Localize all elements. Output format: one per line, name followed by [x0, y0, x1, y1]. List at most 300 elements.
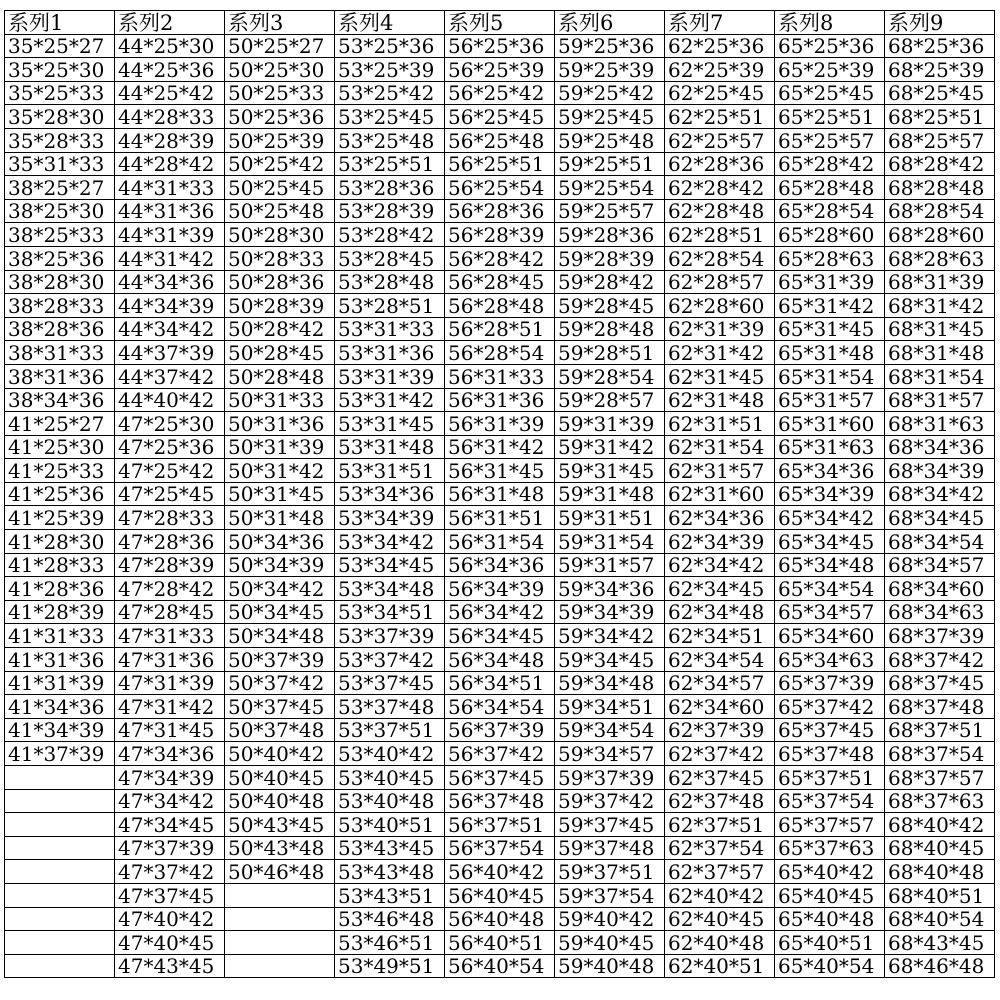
- table-cell[interactable]: 41*25*39: [5, 506, 115, 530]
- table-cell[interactable]: 50*34*48: [225, 624, 335, 648]
- table-cell[interactable]: 50*43*48: [225, 836, 335, 860]
- column-header[interactable]: 系列6: [555, 11, 665, 35]
- table-cell[interactable]: 65*25*39: [775, 58, 885, 82]
- column-header[interactable]: 系列3: [225, 11, 335, 35]
- table-cell[interactable]: 56*28*45: [445, 270, 555, 294]
- table-cell[interactable]: 68*34*36: [885, 435, 995, 459]
- table-cell[interactable]: 56*40*45: [445, 883, 555, 907]
- table-cell[interactable]: [225, 907, 335, 931]
- table-cell[interactable]: 50*31*36: [225, 412, 335, 436]
- table-cell[interactable]: 65*34*54: [775, 577, 885, 601]
- table-cell[interactable]: 59*37*54: [555, 883, 665, 907]
- table-cell[interactable]: 53*34*48: [335, 577, 445, 601]
- table-cell[interactable]: 62*31*39: [665, 317, 775, 341]
- table-cell[interactable]: 44*31*36: [115, 199, 225, 223]
- table-cell[interactable]: 68*25*36: [885, 34, 995, 58]
- table-cell[interactable]: 65*40*45: [775, 883, 885, 907]
- column-header[interactable]: 系列2: [115, 11, 225, 35]
- table-cell[interactable]: 56*34*39: [445, 577, 555, 601]
- table-cell[interactable]: 59*37*39: [555, 766, 665, 790]
- table-cell[interactable]: 41*31*39: [5, 671, 115, 695]
- table-cell[interactable]: 62*34*57: [665, 671, 775, 695]
- table-cell[interactable]: 56*25*42: [445, 81, 555, 105]
- column-header[interactable]: 系列7: [665, 11, 775, 35]
- table-cell[interactable]: 62*25*45: [665, 81, 775, 105]
- table-cell[interactable]: 56*31*45: [445, 459, 555, 483]
- table-cell[interactable]: 59*28*42: [555, 270, 665, 294]
- table-cell[interactable]: 56*34*42: [445, 600, 555, 624]
- table-cell[interactable]: 47*31*45: [115, 718, 225, 742]
- table-cell[interactable]: 50*28*39: [225, 294, 335, 318]
- table-cell[interactable]: 35*25*33: [5, 81, 115, 105]
- table-cell[interactable]: 35*31*33: [5, 152, 115, 176]
- table-cell[interactable]: 56*28*42: [445, 246, 555, 270]
- table-cell[interactable]: 62*34*54: [665, 648, 775, 672]
- table-cell[interactable]: 50*31*48: [225, 506, 335, 530]
- table-cell[interactable]: 59*34*42: [555, 624, 665, 648]
- table-cell[interactable]: 53*43*51: [335, 883, 445, 907]
- table-cell[interactable]: 56*37*54: [445, 836, 555, 860]
- table-cell[interactable]: 44*40*42: [115, 388, 225, 412]
- table-cell[interactable]: 62*31*48: [665, 388, 775, 412]
- table-cell[interactable]: 62*40*42: [665, 883, 775, 907]
- table-cell[interactable]: 53*31*36: [335, 341, 445, 365]
- table-cell[interactable]: 68*46*48: [885, 954, 995, 978]
- table-cell[interactable]: 65*34*39: [775, 482, 885, 506]
- table-cell[interactable]: 56*28*48: [445, 294, 555, 318]
- table-cell[interactable]: 44*34*36: [115, 270, 225, 294]
- table-cell[interactable]: 59*31*48: [555, 482, 665, 506]
- table-cell[interactable]: 50*28*36: [225, 270, 335, 294]
- table-cell[interactable]: 65*25*45: [775, 81, 885, 105]
- table-cell[interactable]: 53*37*51: [335, 718, 445, 742]
- table-cell[interactable]: 56*31*48: [445, 482, 555, 506]
- table-cell[interactable]: 56*25*51: [445, 152, 555, 176]
- table-cell[interactable]: 56*34*45: [445, 624, 555, 648]
- table-cell[interactable]: 56*25*48: [445, 128, 555, 152]
- table-cell[interactable]: [5, 883, 115, 907]
- table-cell[interactable]: 56*40*51: [445, 931, 555, 955]
- table-cell[interactable]: 50*28*45: [225, 341, 335, 365]
- table-cell[interactable]: 59*28*39: [555, 246, 665, 270]
- table-cell[interactable]: 53*46*48: [335, 907, 445, 931]
- table-cell[interactable]: 59*28*48: [555, 317, 665, 341]
- table-cell[interactable]: 59*28*57: [555, 388, 665, 412]
- table-cell[interactable]: 47*34*45: [115, 813, 225, 837]
- table-cell[interactable]: 53*43*48: [335, 860, 445, 884]
- table-cell[interactable]: 38*28*30: [5, 270, 115, 294]
- table-cell[interactable]: 65*37*57: [775, 813, 885, 837]
- table-cell[interactable]: 65*31*42: [775, 294, 885, 318]
- table-cell[interactable]: 50*40*48: [225, 789, 335, 813]
- table-cell[interactable]: 68*31*39: [885, 270, 995, 294]
- column-header[interactable]: 系列8: [775, 11, 885, 35]
- table-cell[interactable]: 68*31*48: [885, 341, 995, 365]
- table-cell[interactable]: 50*31*45: [225, 482, 335, 506]
- table-cell[interactable]: 62*28*48: [665, 199, 775, 223]
- table-cell[interactable]: [5, 954, 115, 978]
- table-cell[interactable]: 68*25*45: [885, 81, 995, 105]
- table-cell[interactable]: 65*37*54: [775, 789, 885, 813]
- table-cell[interactable]: 53*28*51: [335, 294, 445, 318]
- table-cell[interactable]: [5, 860, 115, 884]
- table-cell[interactable]: 56*37*51: [445, 813, 555, 837]
- table-cell[interactable]: 53*28*39: [335, 199, 445, 223]
- table-cell[interactable]: 44*28*39: [115, 128, 225, 152]
- table-cell[interactable]: 68*34*54: [885, 530, 995, 554]
- table-cell[interactable]: 62*34*39: [665, 530, 775, 554]
- table-cell[interactable]: 41*28*33: [5, 553, 115, 577]
- table-cell[interactable]: 44*31*33: [115, 176, 225, 200]
- table-cell[interactable]: 59*37*45: [555, 813, 665, 837]
- table-cell[interactable]: 65*37*45: [775, 718, 885, 742]
- table-cell[interactable]: 50*28*48: [225, 364, 335, 388]
- table-cell[interactable]: 68*28*54: [885, 199, 995, 223]
- table-cell[interactable]: 56*37*45: [445, 766, 555, 790]
- table-cell[interactable]: 50*34*42: [225, 577, 335, 601]
- table-cell[interactable]: 62*34*60: [665, 695, 775, 719]
- table-cell[interactable]: 59*31*51: [555, 506, 665, 530]
- table-cell[interactable]: 65*37*39: [775, 671, 885, 695]
- table-cell[interactable]: 47*31*39: [115, 671, 225, 695]
- table-cell[interactable]: 47*25*30: [115, 412, 225, 436]
- table-cell[interactable]: 44*25*30: [115, 34, 225, 58]
- table-cell[interactable]: 50*31*42: [225, 459, 335, 483]
- table-cell[interactable]: 50*40*42: [225, 742, 335, 766]
- table-cell[interactable]: 59*28*51: [555, 341, 665, 365]
- table-cell[interactable]: 62*25*57: [665, 128, 775, 152]
- table-cell[interactable]: 56*40*42: [445, 860, 555, 884]
- table-cell[interactable]: 68*25*39: [885, 58, 995, 82]
- table-cell[interactable]: 59*31*45: [555, 459, 665, 483]
- table-cell[interactable]: 59*40*42: [555, 907, 665, 931]
- table-cell[interactable]: 50*31*39: [225, 435, 335, 459]
- table-cell[interactable]: 56*31*51: [445, 506, 555, 530]
- table-cell[interactable]: 38*31*36: [5, 364, 115, 388]
- table-cell[interactable]: 68*31*54: [885, 364, 995, 388]
- table-cell[interactable]: 62*28*36: [665, 152, 775, 176]
- table-cell[interactable]: 56*34*48: [445, 648, 555, 672]
- table-cell[interactable]: 47*25*45: [115, 482, 225, 506]
- table-cell[interactable]: 47*28*36: [115, 530, 225, 554]
- table-cell[interactable]: 68*37*45: [885, 671, 995, 695]
- table-cell[interactable]: 53*31*33: [335, 317, 445, 341]
- table-cell[interactable]: 68*37*54: [885, 742, 995, 766]
- table-cell[interactable]: 35*28*33: [5, 128, 115, 152]
- table-cell[interactable]: 68*31*57: [885, 388, 995, 412]
- table-cell[interactable]: 38*25*36: [5, 246, 115, 270]
- table-cell[interactable]: 50*37*42: [225, 671, 335, 695]
- table-cell[interactable]: 53*37*45: [335, 671, 445, 695]
- table-cell[interactable]: 47*31*36: [115, 648, 225, 672]
- table-cell[interactable]: 65*37*42: [775, 695, 885, 719]
- table-cell[interactable]: 56*40*54: [445, 954, 555, 978]
- table-cell[interactable]: 50*28*42: [225, 317, 335, 341]
- table-cell[interactable]: 62*31*54: [665, 435, 775, 459]
- table-cell[interactable]: 38*28*36: [5, 317, 115, 341]
- table-cell[interactable]: 65*40*51: [775, 931, 885, 955]
- table-cell[interactable]: 50*28*30: [225, 223, 335, 247]
- table-cell[interactable]: 35*25*30: [5, 58, 115, 82]
- table-cell[interactable]: 56*31*42: [445, 435, 555, 459]
- table-cell[interactable]: 68*37*39: [885, 624, 995, 648]
- table-cell[interactable]: 50*25*39: [225, 128, 335, 152]
- table-cell[interactable]: 59*40*48: [555, 954, 665, 978]
- table-cell[interactable]: 62*28*42: [665, 176, 775, 200]
- table-cell[interactable]: 47*34*39: [115, 766, 225, 790]
- table-cell[interactable]: 47*34*42: [115, 789, 225, 813]
- table-cell[interactable]: 44*37*42: [115, 364, 225, 388]
- column-header[interactable]: 系列5: [445, 11, 555, 35]
- table-cell[interactable]: 68*25*51: [885, 105, 995, 129]
- table-cell[interactable]: 65*31*63: [775, 435, 885, 459]
- table-cell[interactable]: 59*34*45: [555, 648, 665, 672]
- table-cell[interactable]: 53*40*45: [335, 766, 445, 790]
- table-cell[interactable]: 68*31*45: [885, 317, 995, 341]
- table-cell[interactable]: 41*28*36: [5, 577, 115, 601]
- table-cell[interactable]: 47*43*45: [115, 954, 225, 978]
- column-header[interactable]: 系列1: [5, 11, 115, 35]
- table-cell[interactable]: 56*37*42: [445, 742, 555, 766]
- table-cell[interactable]: [5, 813, 115, 837]
- table-cell[interactable]: 50*31*33: [225, 388, 335, 412]
- table-cell[interactable]: 62*31*51: [665, 412, 775, 436]
- table-cell[interactable]: 62*31*45: [665, 364, 775, 388]
- table-cell[interactable]: 65*28*60: [775, 223, 885, 247]
- table-cell[interactable]: 35*28*30: [5, 105, 115, 129]
- table-cell[interactable]: 68*34*63: [885, 600, 995, 624]
- table-cell[interactable]: 68*28*48: [885, 176, 995, 200]
- table-cell[interactable]: 59*37*51: [555, 860, 665, 884]
- table-cell[interactable]: 50*34*45: [225, 600, 335, 624]
- table-cell[interactable]: 56*28*36: [445, 199, 555, 223]
- table-cell[interactable]: 44*31*39: [115, 223, 225, 247]
- table-cell[interactable]: 62*31*57: [665, 459, 775, 483]
- table-cell[interactable]: [5, 766, 115, 790]
- table-cell[interactable]: 53*25*39: [335, 58, 445, 82]
- table-cell[interactable]: 41*31*36: [5, 648, 115, 672]
- table-cell[interactable]: 56*25*45: [445, 105, 555, 129]
- table-cell[interactable]: 62*34*51: [665, 624, 775, 648]
- table-cell[interactable]: [5, 907, 115, 931]
- table-cell[interactable]: 47*37*45: [115, 883, 225, 907]
- table-cell[interactable]: 50*25*33: [225, 81, 335, 105]
- table-cell[interactable]: 50*40*45: [225, 766, 335, 790]
- table-cell[interactable]: 50*37*39: [225, 648, 335, 672]
- table-cell[interactable]: 65*34*48: [775, 553, 885, 577]
- table-cell[interactable]: 53*46*51: [335, 931, 445, 955]
- table-cell[interactable]: 68*34*39: [885, 459, 995, 483]
- table-cell[interactable]: 68*34*60: [885, 577, 995, 601]
- table-cell[interactable]: 68*34*45: [885, 506, 995, 530]
- table-cell[interactable]: 68*34*57: [885, 553, 995, 577]
- table-cell[interactable]: 62*37*57: [665, 860, 775, 884]
- table-cell[interactable]: 65*31*45: [775, 317, 885, 341]
- table-cell[interactable]: 38*31*33: [5, 341, 115, 365]
- table-cell[interactable]: 65*25*51: [775, 105, 885, 129]
- table-cell[interactable]: 56*25*54: [445, 176, 555, 200]
- table-cell[interactable]: 53*28*42: [335, 223, 445, 247]
- table-cell[interactable]: 53*25*45: [335, 105, 445, 129]
- table-cell[interactable]: 41*34*39: [5, 718, 115, 742]
- table-cell[interactable]: 62*28*51: [665, 223, 775, 247]
- table-cell[interactable]: 59*31*57: [555, 553, 665, 577]
- table-cell[interactable]: 62*31*60: [665, 482, 775, 506]
- table-cell[interactable]: 47*37*42: [115, 860, 225, 884]
- table-cell[interactable]: 53*34*36: [335, 482, 445, 506]
- table-cell[interactable]: 41*34*36: [5, 695, 115, 719]
- table-cell[interactable]: 50*25*36: [225, 105, 335, 129]
- table-cell[interactable]: 47*28*39: [115, 553, 225, 577]
- table-cell[interactable]: 47*25*36: [115, 435, 225, 459]
- table-cell[interactable]: 50*43*45: [225, 813, 335, 837]
- table-cell[interactable]: 50*46*48: [225, 860, 335, 884]
- table-cell[interactable]: 53*25*51: [335, 152, 445, 176]
- table-cell[interactable]: 68*37*63: [885, 789, 995, 813]
- table-cell[interactable]: 50*34*36: [225, 530, 335, 554]
- column-header[interactable]: 系列4: [335, 11, 445, 35]
- table-cell[interactable]: [225, 954, 335, 978]
- table-cell[interactable]: 47*28*42: [115, 577, 225, 601]
- table-cell[interactable]: 65*34*63: [775, 648, 885, 672]
- table-cell[interactable]: 53*25*48: [335, 128, 445, 152]
- table-cell[interactable]: 62*37*51: [665, 813, 775, 837]
- table-cell[interactable]: 53*34*51: [335, 600, 445, 624]
- table-cell[interactable]: 65*25*57: [775, 128, 885, 152]
- table-cell[interactable]: 68*43*45: [885, 931, 995, 955]
- table-cell[interactable]: 68*25*57: [885, 128, 995, 152]
- table-cell[interactable]: 44*31*42: [115, 246, 225, 270]
- table-cell[interactable]: 59*28*45: [555, 294, 665, 318]
- table-cell[interactable]: 41*25*30: [5, 435, 115, 459]
- table-cell[interactable]: 68*37*48: [885, 695, 995, 719]
- table-cell[interactable]: 53*34*39: [335, 506, 445, 530]
- table-cell[interactable]: [5, 836, 115, 860]
- table-cell[interactable]: 65*31*48: [775, 341, 885, 365]
- table-cell[interactable]: 41*25*27: [5, 412, 115, 436]
- table-cell[interactable]: 50*25*30: [225, 58, 335, 82]
- table-cell[interactable]: 62*40*48: [665, 931, 775, 955]
- table-cell[interactable]: [225, 931, 335, 955]
- table-cell[interactable]: 38*25*27: [5, 176, 115, 200]
- table-cell[interactable]: 50*37*48: [225, 718, 335, 742]
- table-cell[interactable]: 68*31*42: [885, 294, 995, 318]
- table-cell[interactable]: 65*31*57: [775, 388, 885, 412]
- table-cell[interactable]: 41*25*33: [5, 459, 115, 483]
- table-cell[interactable]: 56*34*36: [445, 553, 555, 577]
- table-cell[interactable]: 56*34*51: [445, 671, 555, 695]
- table-cell[interactable]: 65*25*36: [775, 34, 885, 58]
- table-cell[interactable]: 68*28*60: [885, 223, 995, 247]
- table-cell[interactable]: 50*28*33: [225, 246, 335, 270]
- table-cell[interactable]: 68*40*45: [885, 836, 995, 860]
- table-cell[interactable]: 59*25*39: [555, 58, 665, 82]
- table-cell[interactable]: 47*28*33: [115, 506, 225, 530]
- table-cell[interactable]: 65*37*48: [775, 742, 885, 766]
- table-cell[interactable]: 53*25*36: [335, 34, 445, 58]
- table-cell[interactable]: 56*31*39: [445, 412, 555, 436]
- table-cell[interactable]: 41*28*30: [5, 530, 115, 554]
- table-cell[interactable]: 65*28*42: [775, 152, 885, 176]
- table-cell[interactable]: 41*25*36: [5, 482, 115, 506]
- table-cell[interactable]: 59*37*42: [555, 789, 665, 813]
- table-cell[interactable]: 68*37*51: [885, 718, 995, 742]
- table-cell[interactable]: 44*34*42: [115, 317, 225, 341]
- table-cell[interactable]: 68*28*42: [885, 152, 995, 176]
- table-cell[interactable]: 44*37*39: [115, 341, 225, 365]
- table-cell[interactable]: 35*25*27: [5, 34, 115, 58]
- table-cell[interactable]: 65*40*42: [775, 860, 885, 884]
- table-cell[interactable]: 62*34*42: [665, 553, 775, 577]
- table-cell[interactable]: 53*28*48: [335, 270, 445, 294]
- table-cell[interactable]: 62*25*39: [665, 58, 775, 82]
- table-cell[interactable]: 59*25*54: [555, 176, 665, 200]
- table-cell[interactable]: 56*31*36: [445, 388, 555, 412]
- table-cell[interactable]: 41*37*39: [5, 742, 115, 766]
- table-cell[interactable]: 59*34*39: [555, 600, 665, 624]
- table-cell[interactable]: 50*25*42: [225, 152, 335, 176]
- table-cell[interactable]: 56*34*54: [445, 695, 555, 719]
- table-cell[interactable]: 65*34*36: [775, 459, 885, 483]
- table-cell[interactable]: 53*31*39: [335, 364, 445, 388]
- table-cell[interactable]: 53*49*51: [335, 954, 445, 978]
- table-cell[interactable]: 68*40*51: [885, 883, 995, 907]
- table-cell[interactable]: 68*40*54: [885, 907, 995, 931]
- table-cell[interactable]: 38*34*36: [5, 388, 115, 412]
- table-cell[interactable]: 53*40*48: [335, 789, 445, 813]
- table-cell[interactable]: 53*37*48: [335, 695, 445, 719]
- table-cell[interactable]: 62*37*42: [665, 742, 775, 766]
- table-cell[interactable]: 65*34*60: [775, 624, 885, 648]
- table-cell[interactable]: 65*40*54: [775, 954, 885, 978]
- table-cell[interactable]: 65*31*39: [775, 270, 885, 294]
- table-cell[interactable]: 59*34*36: [555, 577, 665, 601]
- table-cell[interactable]: 53*40*42: [335, 742, 445, 766]
- table-cell[interactable]: 59*31*39: [555, 412, 665, 436]
- table-cell[interactable]: 62*37*45: [665, 766, 775, 790]
- table-cell[interactable]: 53*31*51: [335, 459, 445, 483]
- table-cell[interactable]: 65*37*63: [775, 836, 885, 860]
- table-cell[interactable]: 44*28*33: [115, 105, 225, 129]
- table-cell[interactable]: 59*25*48: [555, 128, 665, 152]
- table-cell[interactable]: 59*25*42: [555, 81, 665, 105]
- table-cell[interactable]: 62*25*36: [665, 34, 775, 58]
- table-cell[interactable]: 47*40*45: [115, 931, 225, 955]
- table-cell[interactable]: 59*40*45: [555, 931, 665, 955]
- table-cell[interactable]: 59*28*36: [555, 223, 665, 247]
- table-cell[interactable]: 68*37*42: [885, 648, 995, 672]
- table-cell[interactable]: 56*37*39: [445, 718, 555, 742]
- table-cell[interactable]: 44*25*36: [115, 58, 225, 82]
- table-cell[interactable]: 68*28*63: [885, 246, 995, 270]
- table-cell[interactable]: [225, 883, 335, 907]
- table-cell[interactable]: 53*28*36: [335, 176, 445, 200]
- table-cell[interactable]: 53*34*45: [335, 553, 445, 577]
- table-cell[interactable]: 59*25*51: [555, 152, 665, 176]
- table-cell[interactable]: 68*40*48: [885, 860, 995, 884]
- table-cell[interactable]: 44*25*42: [115, 81, 225, 105]
- table-cell[interactable]: 62*34*48: [665, 600, 775, 624]
- table-cell[interactable]: [5, 789, 115, 813]
- table-cell[interactable]: 68*34*42: [885, 482, 995, 506]
- table-cell[interactable]: 56*40*48: [445, 907, 555, 931]
- table-cell[interactable]: 62*34*45: [665, 577, 775, 601]
- table-cell[interactable]: 65*28*63: [775, 246, 885, 270]
- table-cell[interactable]: 44*28*42: [115, 152, 225, 176]
- table-cell[interactable]: 56*25*39: [445, 58, 555, 82]
- table-cell[interactable]: 59*37*48: [555, 836, 665, 860]
- table-cell[interactable]: 56*28*51: [445, 317, 555, 341]
